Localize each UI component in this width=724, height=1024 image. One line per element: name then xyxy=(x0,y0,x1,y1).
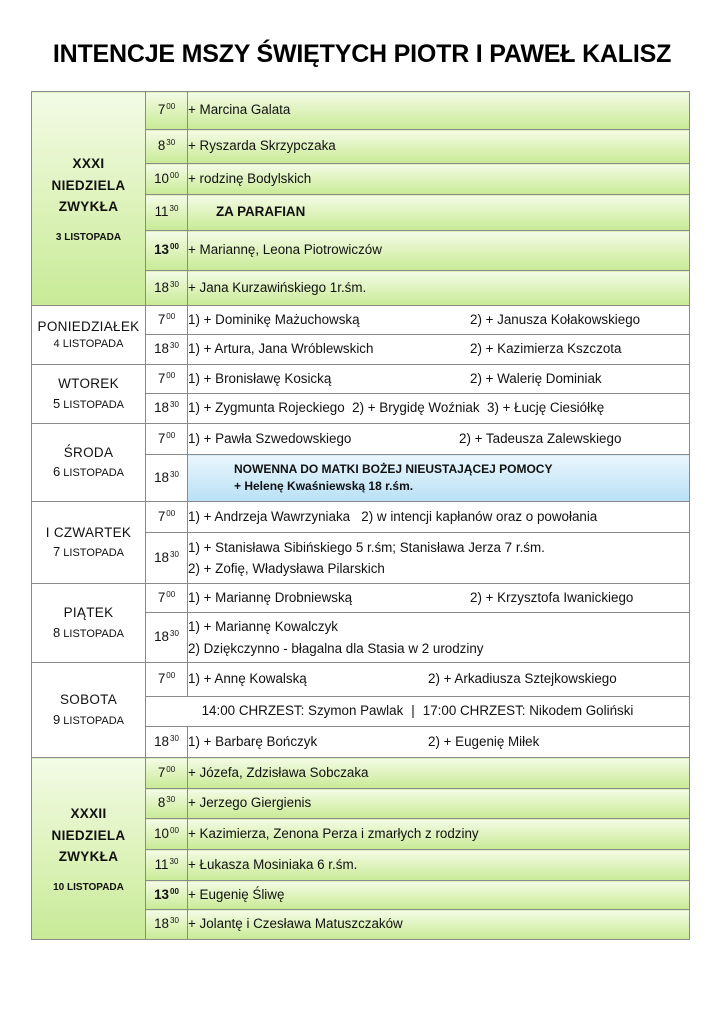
intention: + Łukasza Mosiniaka 6 r.śm. xyxy=(188,850,690,881)
mass-time: $10^{00}$ xyxy=(146,164,188,195)
day-date: 3 LISTOPADA xyxy=(55,231,122,243)
intention: + Ryszarda Skrzypczaka xyxy=(188,130,690,164)
mass-time: $18^{30}$ xyxy=(146,394,188,424)
day-cell-thursday xyxy=(32,502,146,584)
table-row xyxy=(32,424,690,455)
day-name-line: ZWYKŁA xyxy=(58,199,119,215)
mass-time: $13^{00}$ xyxy=(146,881,188,910)
baptism-row: 14:00 CHRZEST: Szymon Pawlak | 17:00 CHRZEST: Nikodem Goliński xyxy=(146,697,690,727)
day-date: 7 LISTOPADA xyxy=(52,544,125,559)
day-name: SOBOTA xyxy=(59,692,118,708)
intention: 1) + Mariannę Drobniewską 2) + Krzysztofa Iwanickiego xyxy=(188,584,690,613)
intention: 1) + Andrzeja Wawrzyniaka 2) w intencji kapłanów oraz o powołania xyxy=(188,502,690,533)
table-row xyxy=(32,758,690,789)
intention: + Eugenię Śliwę xyxy=(188,881,690,910)
day-name-line: XXXI xyxy=(72,156,105,172)
mass-time: $8^{30}$ xyxy=(146,789,188,819)
table-row xyxy=(32,92,690,130)
day-cell-tuesday xyxy=(32,365,146,424)
intention: + Jerzego Giergienis xyxy=(188,789,690,819)
day-cell-sunday-xxxi xyxy=(32,92,146,306)
intention: + Jana Kurzawińskiego 1r.śm. xyxy=(188,271,690,306)
intention: 1) + Artura, Jana Wróblewskich 2) + Kazimierza Kszczota xyxy=(188,335,690,365)
intention: + rodzinę Bodylskich xyxy=(188,164,690,195)
day-name: ŚRODA xyxy=(63,444,114,460)
intention: + Jolantę i Czesława Matuszczaków xyxy=(188,910,690,940)
intention: 1) + Bronisławę Kosicką 2) + Walerię Dominiak xyxy=(188,365,690,394)
mass-schedule-table xyxy=(31,91,690,940)
mass-time: $7^{00}$ xyxy=(146,306,188,335)
day-date: 9 LISTOPADA xyxy=(52,711,125,727)
table-row xyxy=(32,663,690,697)
intention: + Kazimierza, Zenona Perza i zmarłych z rodziny xyxy=(188,819,690,850)
day-date: 5 LISTOPADA xyxy=(52,395,125,411)
intention: 1) + Pawła Szwedowskiego 2) + Tadeusza Zalewskiego xyxy=(188,424,690,455)
day-cell-sunday-xxxii xyxy=(32,758,146,940)
day-name: I CZWARTEK xyxy=(45,524,132,540)
table-row xyxy=(32,306,690,335)
mass-time: $11^{30}$ xyxy=(146,850,188,881)
mass-time: $11^{30}$ xyxy=(146,195,188,231)
intention: 1) + Mariannę Kowalczyk 2) Dziękczynno - błagalna dla Stasia w 2 urodziny xyxy=(188,613,690,663)
page-title: INTENCJE MSZY ŚWIĘTYCH PIOTR I PAWEŁ KALISZ xyxy=(52,40,672,68)
day-date: 6 LISTOPADA xyxy=(52,464,125,479)
mass-time: $8^{30}$ xyxy=(146,130,188,164)
intention: 1) + Stanisława Sibińskiego 5 r.śm; Stanisława Jerza 7 r.śm. 2) + Zofię, Władysława Pilarskich xyxy=(188,533,690,584)
mass-time: $18^{30}$ xyxy=(146,533,188,584)
mass-time: $18^{30}$ xyxy=(146,613,188,663)
day-cell-monday xyxy=(32,306,146,365)
intention: + Mariannę, Leona Piotrowiczów xyxy=(188,231,690,271)
mass-time: $18^{30}$ xyxy=(146,910,188,940)
day-date: 4 LISTOPADA xyxy=(53,338,124,350)
mass-time: $7^{00}$ xyxy=(146,502,188,533)
day-cell-wednesday xyxy=(32,424,146,502)
mass-time: $13^{00}$ xyxy=(146,231,188,271)
mass-time: $7^{00}$ xyxy=(146,584,188,613)
mass-time: $18^{30}$ xyxy=(146,727,188,758)
day-cell-saturday xyxy=(32,663,146,758)
mass-time: $7^{00}$ xyxy=(146,365,188,394)
day-name-line: NIEDZIELA xyxy=(51,177,126,193)
day-cell-friday xyxy=(32,584,146,663)
day-date: 10 LISTOPADA xyxy=(53,881,124,893)
intention: 1) + Zygmunta Rojeckiego 2) + Brygidę Woźniak 3) + Łucję Ciesiółkę xyxy=(188,394,690,424)
mass-time: $18^{30}$ xyxy=(146,271,188,306)
table-row xyxy=(32,502,690,533)
day-name-line: XXXII xyxy=(70,806,107,822)
table-row xyxy=(32,584,690,613)
mass-time: $18^{30}$ xyxy=(146,455,188,502)
mass-time: $7^{00}$ xyxy=(146,92,188,130)
intention: ZA PARAFIAN xyxy=(188,195,690,231)
intention: + Marcina Galata xyxy=(188,92,690,130)
mass-time: $18^{30}$ xyxy=(146,335,188,365)
mass-time: $10^{00}$ xyxy=(146,819,188,850)
mass-time: $7^{00}$ xyxy=(146,424,188,455)
mass-time: $7^{00}$ xyxy=(146,663,188,697)
day-date: 8 LISTOPADA xyxy=(52,624,125,640)
intention: + Józefa, Zdzisława Sobczaka xyxy=(188,758,690,789)
intention: 1) + Dominikę Mażuchowską 2) + Janusza Kołakowskiego xyxy=(188,306,690,335)
day-name: PONIEDZIAŁEK xyxy=(37,318,140,334)
table-row xyxy=(32,365,690,394)
intention: 1) + Barbarę Bończyk 2) + Eugenię Miłek xyxy=(188,727,690,758)
day-name-line: ZWYKŁA xyxy=(58,849,119,865)
day-name: WTOREK xyxy=(58,376,119,392)
novena-intention: NOWENNA DO MATKI BOŻEJ NIEUSTAJĄCEJ POMOCY + Helenę Kwaśniewską 18 r.śm. xyxy=(188,455,690,502)
day-name: PIĄTEK xyxy=(63,605,114,621)
day-name-line: NIEDZIELA xyxy=(51,827,126,843)
mass-time: $7^{00}$ xyxy=(146,758,188,789)
intention: 1) + Annę Kowalską 2) + Arkadiusza Sztejkowskiego xyxy=(188,663,690,697)
